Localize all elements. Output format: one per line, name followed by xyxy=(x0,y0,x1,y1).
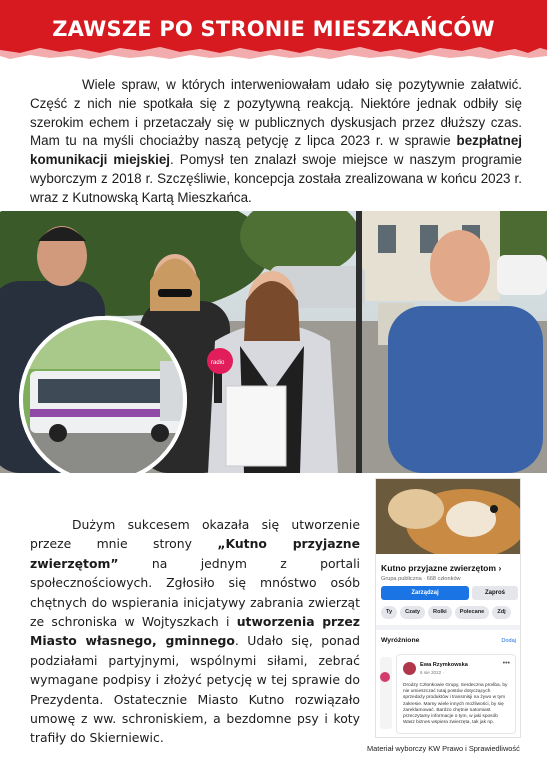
facebook-group-screenshot xyxy=(375,478,521,738)
header-banner xyxy=(0,0,547,62)
intro-bold: bezpłatnej komunikacji miejskiej xyxy=(30,133,522,168)
divider xyxy=(376,625,521,630)
tab-ty[interactable]: Ty xyxy=(381,606,397,619)
chevron-right-icon: › xyxy=(498,563,502,573)
group-tabs xyxy=(381,606,511,619)
story-text-3: . Udało się, ponad podziałami partyjnymi, wspólnymi siłami, zebrać wymagane podpisy i złożyć petycję w tej sprawie do Prezydenta. Ostatecznie Miasto Kutno rozwiązało umowę z ww. schroniskiem, a bezdomne psy i koty trafiły do Skierniewic. xyxy=(30,633,360,746)
intro-text-2: . Pomysł ten znalazł swoje miejsce w naszym programie wyborczym z 2018 r. Szczęśliwie, koncepcja została zrealizowana w końcu 2023 r. wraz z Kutnowską Kartą Mieszkańca. xyxy=(30,152,522,205)
story-paragraph xyxy=(30,515,360,748)
group-meta: Grupa publiczna · 668 członków xyxy=(381,576,461,582)
post-author: Ewa Rzymkowska xyxy=(420,662,468,668)
manage-button[interactable]: Zarządzaj xyxy=(381,586,469,600)
footer-note: Materiał wyborczy KW Prawo i Sprawiedliwość xyxy=(367,744,520,753)
group-cover-photo xyxy=(376,479,521,554)
tab-rolki[interactable]: Rolki xyxy=(428,606,452,619)
story-bold-1: „Kutno przyjazne zwierzętom” xyxy=(30,536,361,571)
post-text: Drodzy Członkowie Grupy, Serdeczna prośba, by nie umieszczać tutaj postów dotyczących sprzedaży produktów i transmisji na żywo w tym zakresie. Mamy wiele innych możliwości, by się zareklamować. Bardzo chętnie natomiast przeczytamy informacje o tym, w jaki sposób Wasz biznes wspiera zwierzęta, tak jak np. xyxy=(403,683,508,726)
featured-post[interactable] xyxy=(396,654,516,734)
avatar xyxy=(403,662,416,675)
post-date: 6 sie 2022 · xyxy=(420,670,445,675)
more-options-icon[interactable]: ••• xyxy=(502,660,510,667)
story-text-1: Dużym sukcesem okazała się utworzenie przeze mnie strony xyxy=(30,517,360,552)
page-title: ZAWSZE PO STRONIE MIESZKAŃCÓW xyxy=(52,17,495,41)
tab-zdjecia[interactable]: Zdj xyxy=(492,606,510,619)
featured-action-link[interactable]: Dodaj xyxy=(501,638,516,644)
featured-heading: Wyróżnione xyxy=(381,637,420,644)
intro-paragraph xyxy=(30,76,522,208)
tab-polecane[interactable]: Polecane xyxy=(455,606,490,619)
invite-button[interactable]: Zaproś xyxy=(472,586,518,600)
mic-label: radio xyxy=(211,360,225,366)
side-post-thumbnail xyxy=(378,657,392,729)
intro-text-1: Wiele spraw, w których interweniowałam udało się pozytywnie załatwić. Część z nich nie spotkała się z pozytywną reakcją. Niektóre jednak odbiły się szerokim echem i przetaczały się w publicznych dyskusjach przez dłuższy czas. Mam tu na myśli chociażby naszą petycję z lipca 2023 r. w sprawie xyxy=(30,77,522,149)
group-name[interactable]: Kutno przyjazne zwierzętom › xyxy=(381,563,502,573)
tab-czaty[interactable]: Czaty xyxy=(400,606,425,619)
group-photo xyxy=(0,211,547,473)
story-text-2: na jednym z portali społecznościowych. Zgłosiło się mnóstwo osób chętnych do wspierania inicjatywy zabrania zwierząt ze schroniska w Wojtyszkach i xyxy=(30,555,360,630)
story-bold-2: utworzenia przez Miasto własnego, gminnego xyxy=(30,614,360,649)
